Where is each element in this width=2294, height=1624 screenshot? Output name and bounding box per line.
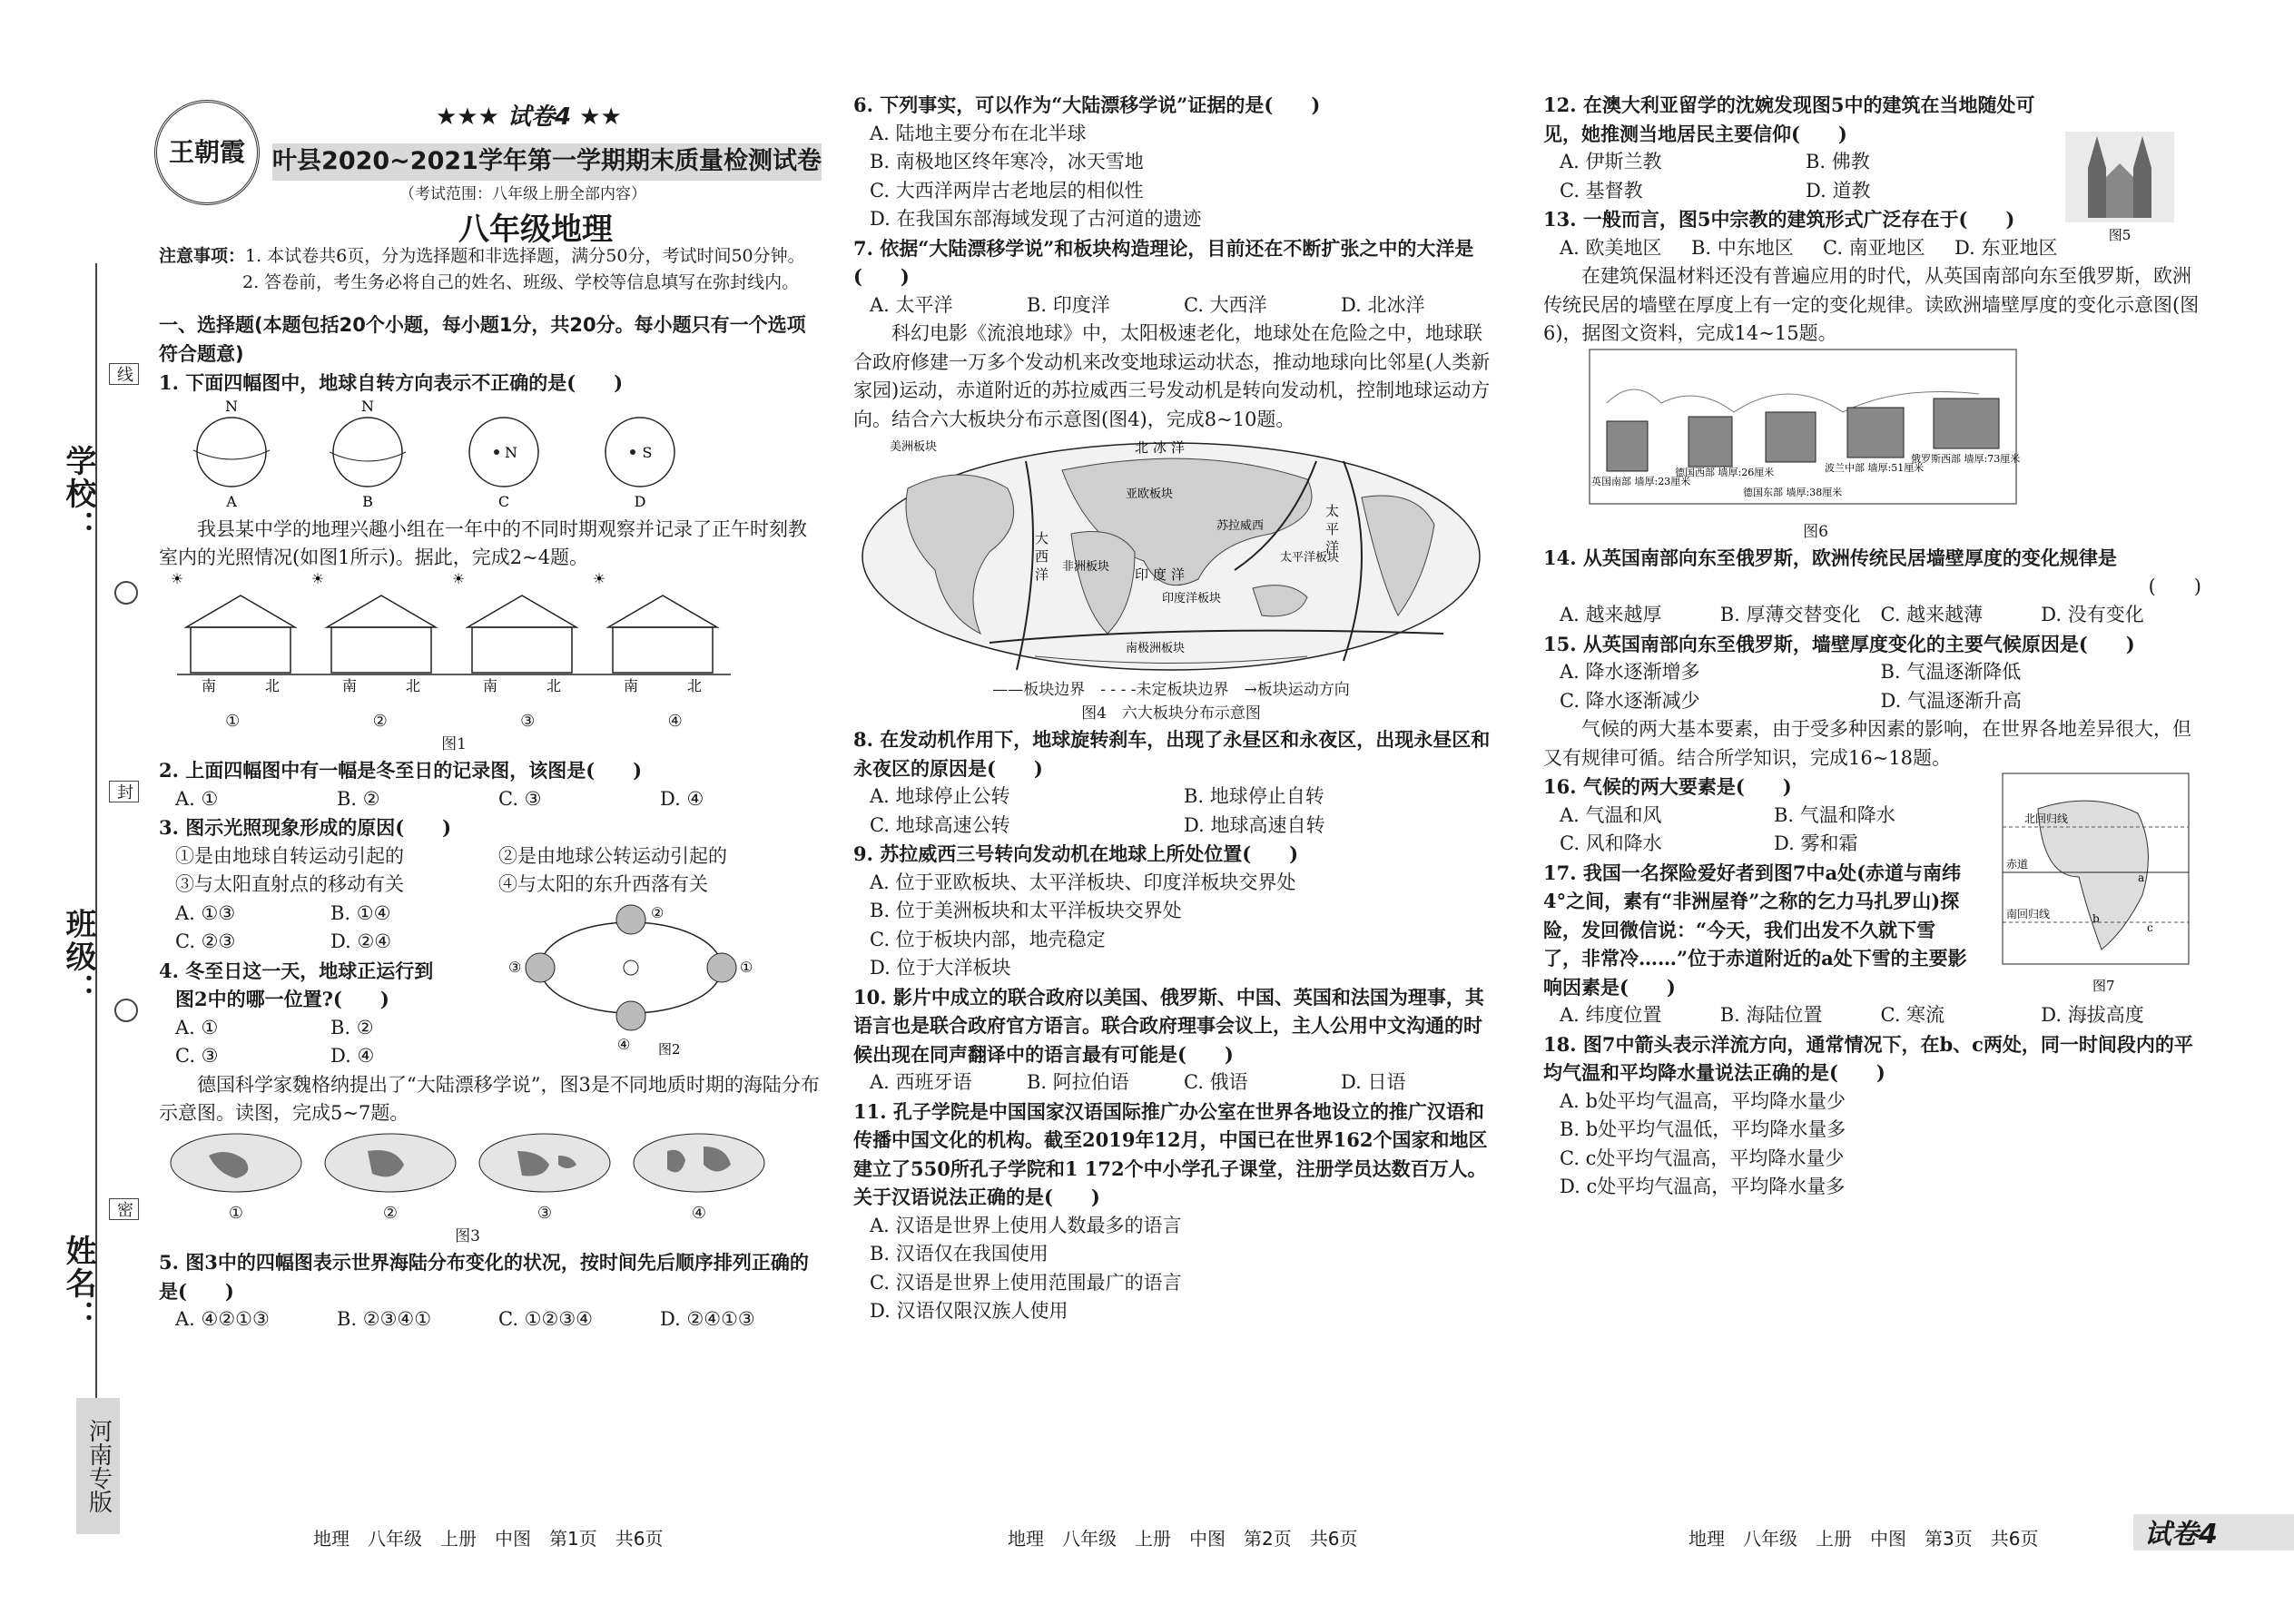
option[interactable]: D. 汉语仅限汉族人使用 xyxy=(870,1300,1068,1322)
seal-word-feng: 封 xyxy=(109,781,139,802)
plate-label-antarctic: 南极洲板块 xyxy=(1126,642,1186,655)
classroom-1 xyxy=(191,627,290,673)
option-label-c: C xyxy=(497,492,510,510)
fig1-num: ② xyxy=(372,711,388,731)
figure-3-numbers xyxy=(159,1201,776,1225)
figure-4-caption: 图4 六大板块分布示意图 xyxy=(1081,704,1261,723)
q2-options xyxy=(159,785,822,814)
binding-hole xyxy=(114,999,138,1022)
footer-page-3: 地理 八年级 上册 中图 第3页 共6页 xyxy=(1689,1528,2039,1550)
figure-1-caption: 图1 xyxy=(441,734,467,753)
option[interactable]: B. 印度洋 xyxy=(1027,293,1110,316)
orbit-num: ④ xyxy=(617,1035,631,1053)
option[interactable]: A. ④②①③ xyxy=(175,1308,270,1330)
q17-options xyxy=(1543,1001,2201,1030)
figure-7-caption: 图7 xyxy=(2092,978,2115,994)
q8-options xyxy=(853,782,1498,840)
plate-label-indian: 印度洋板块 xyxy=(1162,592,1222,605)
option[interactable]: B. ②③④① xyxy=(337,1308,432,1330)
fig3-num: ③ xyxy=(537,1203,553,1223)
q13-options xyxy=(1543,234,2086,263)
intro-5-7: 德国科学家魏格纳提出了“大陆漂移学说”，图3是不同地质时期的海陆分布示意图。读图，完成5~7题。 xyxy=(159,1073,820,1124)
exam-scope: （考试范围：八年级上册全部内容） xyxy=(399,185,646,203)
earth-position xyxy=(616,905,645,934)
option-label-b: B xyxy=(362,492,373,510)
option[interactable]: D. 北冰洋 xyxy=(1341,293,1425,316)
intro-2-4: 我县某中学的地理兴趣小组在一年中的不同时期观察并记录了正午时刻教室内的光照情况(如图1所示)。据此，完成2~4题。 xyxy=(159,517,807,568)
question-5: 5. 图3中的四幅图表示世界海陆分布变化的状况，按时间先后顺序排列正确的是( ) xyxy=(159,1251,809,1303)
option[interactable]: B. 地球停止自转 xyxy=(1184,785,1324,807)
option[interactable]: C. 南亚地区 xyxy=(1823,236,1925,259)
south-label: 南 xyxy=(201,676,217,694)
question-6: 6. 下列事实，可以作为“大陆漂移学说”证据的是( ) xyxy=(853,94,1321,116)
north-label: 北 xyxy=(686,676,703,694)
orbit-path xyxy=(540,922,722,1013)
option[interactable]: C. 大西洋两岸古老地层的相似性 xyxy=(870,179,1144,202)
figure-4-plate-map xyxy=(853,434,1489,679)
wall-de-west xyxy=(1689,417,1732,467)
fig1-num: ① xyxy=(225,711,241,731)
option[interactable]: A. 欧美地区 xyxy=(1560,236,1662,259)
rotation-arrow xyxy=(330,452,406,461)
option[interactable]: A. 陆地主要分布在北半球 xyxy=(870,122,1087,144)
notice-1 xyxy=(159,243,822,270)
figure-7-africa xyxy=(2002,773,2192,999)
q4-options xyxy=(159,1014,486,1071)
globe-c xyxy=(469,418,538,487)
footer-page-1: 地理 八年级 上册 中图 第1页 共6页 xyxy=(313,1528,664,1550)
fig3-num: ① xyxy=(228,1203,244,1223)
fig3-num: ② xyxy=(382,1203,399,1223)
option[interactable]: A. ① xyxy=(175,787,219,810)
q14-answer-paren: ( ) xyxy=(2148,575,2201,597)
q18-options xyxy=(1543,1088,2201,1202)
option[interactable]: A. 地球停止公转 xyxy=(870,785,1010,807)
q7-options xyxy=(853,291,1498,320)
sun xyxy=(624,960,638,975)
fig1-num: ④ xyxy=(667,711,683,731)
wall-label-poland: 波兰中部 墙厚:51厘米 xyxy=(1825,461,1925,474)
corner-tag: 试卷4 xyxy=(2133,1514,2294,1550)
option[interactable]: D. 道教 xyxy=(1806,179,1871,202)
option[interactable]: B. 海陆位置 xyxy=(1719,1004,1823,1026)
point-a: a xyxy=(2138,871,2145,884)
option[interactable]: D. 气温逐渐升高 xyxy=(1880,689,2022,712)
question-4-cont: 图2中的哪一位置?( ) xyxy=(175,988,389,1010)
option[interactable]: B. 佛教 xyxy=(1806,151,1870,172)
option[interactable]: A. 气温和风 xyxy=(1560,803,1662,826)
option[interactable]: A. 汉语是世界上使用人数最多的语言 xyxy=(870,1214,1182,1236)
statement: ①是由地球自转运动引起的 xyxy=(175,844,404,867)
question-9: 9. 苏拉威西三号转向发动机在地球上所处位置( ) xyxy=(853,842,1299,865)
subject-title: 八年级地理 xyxy=(458,212,613,248)
option[interactable]: D. 日语 xyxy=(1341,1071,1406,1093)
option[interactable]: D. 东亚地区 xyxy=(1954,236,2058,259)
globe-d xyxy=(605,418,674,487)
option[interactable]: D. ②④①③ xyxy=(660,1308,755,1330)
figure-6-caption: 图6 xyxy=(1803,522,1828,541)
statement: ②是由地球公转运动引起的 xyxy=(498,844,727,867)
option[interactable]: D. ②④ xyxy=(330,930,392,952)
ocean-char: 大 xyxy=(1035,530,1049,546)
figure-5-caption: 图5 xyxy=(2108,227,2132,243)
option[interactable]: C. ③ xyxy=(175,1045,219,1067)
wall-label-russia: 俄罗斯西部 墙厚:73厘米 xyxy=(1911,452,2021,465)
ocean-char: 洋 xyxy=(1171,439,1186,456)
question-1: 1. 下面四幅图中，地球自转方向表示不正确的是( ) xyxy=(159,371,624,394)
page-1-column xyxy=(159,243,822,1334)
footer-page-2: 地理 八年级 上册 中图 第2页 共6页 xyxy=(1008,1528,1358,1550)
wall-russia xyxy=(1934,399,1999,448)
north-label: 北 xyxy=(264,676,281,694)
notice-label: 注意事项： xyxy=(159,246,246,266)
question-4: 4. 冬至日这一天，地球正运行到 xyxy=(159,959,434,982)
option[interactable]: A. ①③ xyxy=(175,901,236,924)
q12-options xyxy=(1543,148,2052,205)
q3-options xyxy=(159,900,486,957)
option[interactable]: B. ② xyxy=(337,787,380,810)
option[interactable]: C. 风和降水 xyxy=(1560,832,1662,854)
orbit-num: ③ xyxy=(508,958,522,976)
school-field-label: 学校： xyxy=(60,445,96,543)
figure-3-continents xyxy=(159,1128,794,1201)
option[interactable]: D. 雾和霜 xyxy=(1774,832,1858,854)
question-14: 14. 从英国南部向东至俄罗斯，欧洲传统民居墙壁厚度的变化规律是 xyxy=(1543,546,2117,569)
option[interactable]: C. 地球高速公转 xyxy=(870,813,1010,836)
ocean-char: 北 xyxy=(1135,439,1149,456)
figure-3-caption: 图3 xyxy=(455,1226,480,1245)
option[interactable]: A. 降水逐渐增多 xyxy=(1560,661,1700,683)
seal-word-mi: 密 xyxy=(109,1198,139,1220)
intro-8-10: 科幻电影《流浪地球》中，太阳极速老化，地球处在危险之中，地球联合政府修建一万多个发动机来改变地球运动状态，推动地球向比邻星(人类新家园)运动，赤道附近的苏拉威西三号发动机是转向发动机，控制地球运动方向。结合六大板块分布示意图(图4)，完成8~10题。 xyxy=(853,322,1491,430)
option[interactable]: C. 越来越薄 xyxy=(1880,604,1984,625)
option[interactable]: C. 寒流 xyxy=(1880,1004,1945,1026)
binding-margin xyxy=(0,0,145,1624)
question-12: 12. 在澳大利亚留学的沈婉发现图5中的建筑在当地随处可见，她推测当地居民主要信仰( ) xyxy=(1543,94,2035,145)
wall-uk xyxy=(1607,421,1648,471)
option[interactable]: C. ③ xyxy=(498,787,542,810)
option[interactable]: D. c处平均气温高，平均降水量多 xyxy=(1560,1176,1846,1197)
option[interactable]: D. ④ xyxy=(660,787,704,810)
figure-4-legend: ——板块边界 - - - -未定板块边界 →板块运动方向 xyxy=(992,681,1350,699)
ocean-char: 冰 xyxy=(1153,439,1167,456)
south-label: 南 xyxy=(482,676,498,694)
option[interactable]: C. 大西洋 xyxy=(1184,293,1267,316)
plate-label-pacific: 太平洋板块 xyxy=(1280,551,1340,565)
tropic-capricorn-label: 南回归线 xyxy=(2006,908,2051,920)
orbit-num: ② xyxy=(651,903,665,921)
option[interactable]: D. 海拔高度 xyxy=(2041,1004,2144,1026)
q5-options xyxy=(159,1305,822,1334)
statement: ③与太阳直射点的移动有关 xyxy=(175,873,404,895)
option[interactable]: C. c处平均气温高，平均降水量少 xyxy=(1560,1147,1845,1169)
wall-de-east xyxy=(1766,412,1816,462)
question-18: 18. 图7中箭头表示洋流方向，通常情况下，在b、c两处，同一时间段内的平均气温和平均降水量说法正确的是( ) xyxy=(1543,1032,2193,1084)
wall-label-de-west: 德国西部 墙厚:26厘米 xyxy=(1675,466,1775,478)
plate-label-eurasia: 亚欧板块 xyxy=(1126,487,1174,501)
ocean-char: 印 xyxy=(1135,566,1149,583)
option[interactable]: C. 降水逐渐减少 xyxy=(1560,689,1700,712)
class-field-label: 班级： xyxy=(60,908,96,1006)
classroom-4 xyxy=(613,627,713,673)
pole-label: N xyxy=(505,443,517,461)
ocean-char: 度 xyxy=(1153,566,1167,583)
figure-6-wall-thickness xyxy=(1589,349,2206,521)
pole-dot xyxy=(494,449,499,455)
option[interactable]: A. 西班牙语 xyxy=(870,1071,972,1093)
option[interactable]: B. ② xyxy=(330,1016,374,1038)
binding-hole xyxy=(114,581,138,605)
pole-label: N xyxy=(225,397,238,415)
point-c: c xyxy=(2147,921,2153,934)
paper-number-text: 试卷4 xyxy=(507,103,572,131)
option[interactable]: A. 伊斯兰教 xyxy=(1560,151,1662,172)
wall-label-de-east: 德国东部 墙厚:38厘米 xyxy=(1743,486,1843,498)
sun-icon: ☀ xyxy=(310,572,325,587)
classroom-roof xyxy=(327,595,436,627)
option[interactable]: A. 纬度位置 xyxy=(1560,1004,1662,1026)
seal-word-xian: 线 xyxy=(109,363,139,385)
option[interactable]: C. ①②③④ xyxy=(498,1308,593,1330)
q6-options xyxy=(853,120,1498,234)
earth-position xyxy=(616,1001,645,1030)
north-label: 北 xyxy=(405,676,421,694)
option[interactable]: B. 位于美洲板块和太平洋板块交界处 xyxy=(870,900,1182,921)
figure-2-caption: 图2 xyxy=(658,1040,681,1058)
page-3-column xyxy=(1543,91,2201,1202)
sun-icon: ☀ xyxy=(170,572,184,587)
option[interactable]: D. 位于大洋板块 xyxy=(870,957,1011,979)
notice-1-text: 1. 本试卷共6页，分为选择题和非选择题，满分50分，考试时间50分钟。 xyxy=(245,246,805,266)
option[interactable]: A. ① xyxy=(175,1016,219,1038)
option[interactable]: D. ④ xyxy=(330,1045,375,1067)
pole-label: N xyxy=(361,397,374,415)
brand-logo: 王朝霞 xyxy=(154,100,260,205)
south-label: 南 xyxy=(623,676,639,694)
option[interactable]: A. 太平洋 xyxy=(870,293,953,316)
classroom-3 xyxy=(472,627,572,673)
question-11: 11. 孔子学院是中国国家汉语国际推广办公室在世界各地设立的推广汉语和传播中国文化的机构。截至2019年12月，中国已在世界162个国家和地区建立了550所孔子学院和1 172个中小学孔子课堂，注册学员达数百万人。关于汉语说法正确的是( ) xyxy=(853,1099,1488,1208)
sulawesi-label: 苏拉威西 xyxy=(1216,519,1265,533)
map-4 xyxy=(634,1134,764,1192)
option[interactable]: B. 南极地区终年寒冷，冰天雪地 xyxy=(870,151,1144,172)
ocean-char: 太 xyxy=(1325,503,1340,519)
q15-options xyxy=(1543,658,2201,715)
option[interactable]: A. 越来越厚 xyxy=(1560,604,1662,625)
option[interactable]: C. 汉语是世界上使用范围最广的语言 xyxy=(870,1271,1182,1294)
classroom-roof xyxy=(468,595,576,627)
sun-icon: ☀ xyxy=(451,572,466,587)
option[interactable]: A. 位于亚欧板块、太平洋板块、印度洋板块交界处 xyxy=(870,871,1296,893)
q1-rotation-diagrams xyxy=(159,398,794,516)
exam-title: 叶县2020~2021学年第一学期期末质量检测试卷 xyxy=(272,143,822,181)
ocean-char: 洋 xyxy=(1171,566,1186,583)
question-15: 15. 从英国南部向东至俄罗斯，墙壁厚度变化的主要气候原因是( ) xyxy=(1543,632,2135,655)
page-2-column xyxy=(853,91,1498,1326)
option-label-a: A xyxy=(226,492,237,510)
ocean-char: 洋 xyxy=(1035,566,1049,583)
question-10: 10. 影片中成立的联合政府以美国、俄罗斯、中国、英国和法国为理事，其语言也是联合政府官方语言。联合政府理事会议上，主人公用中文沟通的时候出现在同声翻译中的语言最有可能是( ) xyxy=(853,985,1484,1066)
figure-1-numbers xyxy=(159,709,749,733)
question-8: 8. 在发动机作用下，地球旋转刹车，出现了永昼区和永夜区，出现永昼区和永夜区的原因是( ) xyxy=(853,728,1491,780)
option-label-d: D xyxy=(634,492,646,510)
ocean-char: 平 xyxy=(1325,521,1340,537)
name-field-label: 姓名： xyxy=(60,1235,96,1333)
option[interactable]: D. 在我国东部海域发现了古河道的遗迹 xyxy=(870,208,1202,230)
pole-label: S xyxy=(642,443,653,461)
option[interactable]: B. ①④ xyxy=(330,901,391,924)
option[interactable]: B. 气温逐渐降低 xyxy=(1880,661,2022,683)
ocean-char: 西 xyxy=(1035,548,1049,565)
option[interactable]: A. b处平均气温高，平均降水量少 xyxy=(1560,1089,1846,1112)
question-13: 13. 一般而言，图5中宗教的建筑形式广泛存在于( ) xyxy=(1543,208,2015,231)
option[interactable]: C. ②③ xyxy=(175,930,236,952)
south-label: 南 xyxy=(341,676,358,694)
edition-badge: 河南专版 xyxy=(76,1398,120,1534)
option[interactable]: C. 基督教 xyxy=(1560,179,1643,202)
plate-label-america: 美洲板块 xyxy=(890,440,938,454)
earth-position xyxy=(526,953,555,982)
option[interactable]: D. 没有变化 xyxy=(2041,604,2144,625)
classroom-roof xyxy=(608,595,717,627)
figure-5-church xyxy=(2061,127,2179,245)
q9-options xyxy=(853,869,1498,983)
notice-2: 2. 答卷前，考生务必将自己的姓名、班级、学校等信息填写在弥封线内。 xyxy=(242,271,800,292)
sun-icon: ☀ xyxy=(592,572,606,587)
q11-options xyxy=(853,1212,1498,1326)
binding-line xyxy=(95,263,97,1398)
option[interactable]: C. 位于板块内部，地壳稳定 xyxy=(870,928,1106,950)
orbit-num: ① xyxy=(740,958,753,976)
equator-label: 赤道 xyxy=(2006,858,2029,871)
q14-options xyxy=(1543,601,2201,630)
question-3: 3. 图示光照现象形成的原因( ) xyxy=(159,816,452,839)
question-17: 17. 我国一名探险爱好者到图7中a处(赤道与南纬4°之间，素有“非洲屋脊”之称的乞力马扎罗山)探险，发回微信说：“今天，我们出发不久就下雪了，非常冷……”位于赤道附近的a处下雪的主要影响因素是( ) xyxy=(1543,861,1967,999)
q3-statements xyxy=(159,842,822,900)
question-2: 2. 上面四幅图中有一幅是冬至日的记录图，该图是( ) xyxy=(159,759,643,782)
wall-label-uk: 英国南部 墙厚:23厘米 xyxy=(1591,475,1691,487)
globe-b xyxy=(333,418,402,487)
option[interactable]: B. 气温和降水 xyxy=(1774,803,1895,826)
section-heading: 一、选择题(本题包括20个小题，每小题1分，共20分。每小题只有一个选项符合题意) xyxy=(159,314,806,365)
paper-number: ★★★ 试卷4 ★★ xyxy=(436,103,622,131)
globe-a xyxy=(197,418,266,487)
question-16: 16. 气候的两大要素是( ) xyxy=(1543,775,1792,798)
option[interactable]: B. 中东地区 xyxy=(1691,236,1794,259)
ocean-char: 洋 xyxy=(1325,539,1340,556)
option[interactable]: B. 阿拉伯语 xyxy=(1027,1071,1129,1093)
rotation-arrow xyxy=(193,450,270,459)
q16-options xyxy=(1543,802,1988,859)
north-label: 北 xyxy=(546,676,562,694)
wall-poland xyxy=(1847,408,1904,458)
option[interactable]: B. 汉语仅在我国使用 xyxy=(870,1243,1049,1265)
fig1-num: ③ xyxy=(520,711,536,731)
plate-label-africa: 非洲板块 xyxy=(1062,560,1110,574)
option[interactable]: B. b处平均气温低，平均降水量多 xyxy=(1560,1118,1846,1140)
figure-1-sunlight xyxy=(159,573,794,709)
option[interactable]: D. 地球高速自转 xyxy=(1184,813,1325,836)
option[interactable]: C. 俄语 xyxy=(1184,1071,1248,1093)
question-7: 7. 依据“大陆漂移学说”和板块构造理论，目前还在不断扩张之中的大洋是( ) xyxy=(853,236,1474,288)
intro-16-18: 气候的两大基本要素，由于受多种因素的影响，在世界各地差异很大，但又有规律可循。结合所学知识，完成16~18题。 xyxy=(1543,718,2191,769)
intro-14-15: 在建筑保温材料还没有普遍应用的时代，从英国南部向东至俄罗斯，欧洲传统民居的墙壁在厚度上有一定的变化规律。读欧洲墙壁厚度的变化示意图(图6)，据图文资料，完成14~15题。 xyxy=(1543,265,2200,344)
classroom-2 xyxy=(331,627,431,673)
statement: ④与太阳的东升西落有关 xyxy=(498,873,708,895)
point-b: b xyxy=(2092,912,2100,925)
classroom-roof xyxy=(186,595,295,627)
option[interactable]: B. 厚薄交替变化 xyxy=(1719,604,1861,625)
earth-position xyxy=(707,953,736,982)
figure-2-orbit xyxy=(495,900,767,1063)
tropic-cancer-label: 北回归线 xyxy=(2024,812,2069,825)
pole-dot xyxy=(630,449,635,455)
q10-options xyxy=(853,1068,1498,1097)
fig3-num: ④ xyxy=(691,1203,707,1223)
